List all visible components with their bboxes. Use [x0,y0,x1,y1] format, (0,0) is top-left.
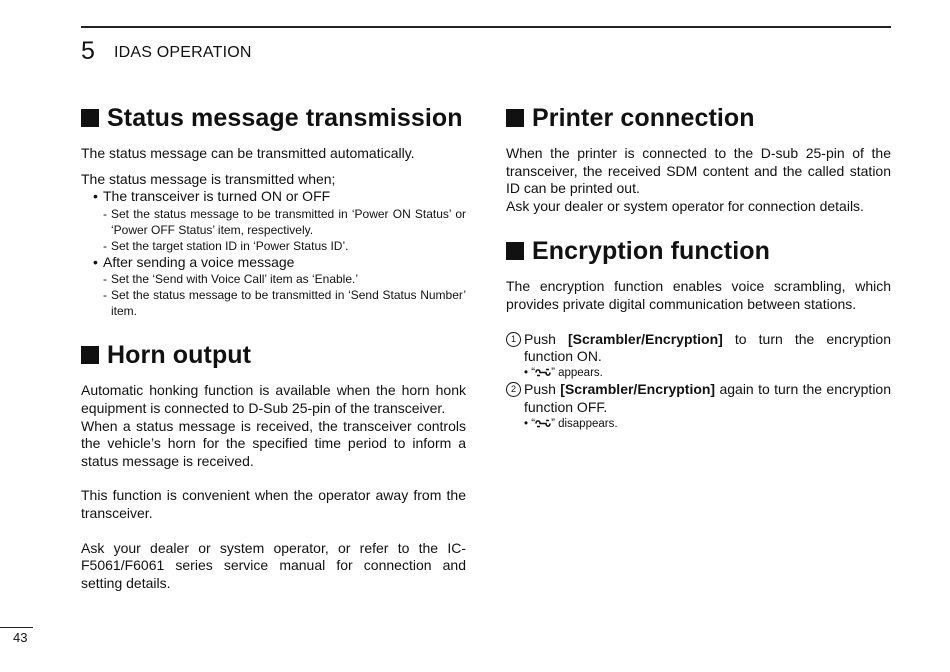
bullet-dot: • [93,188,98,205]
scrambler-icon [535,418,551,429]
status-bullet-power: • The transceiver is turned ON or OFF [93,188,331,205]
printer-paragraph: Ask your dealer or system operator for connection details. [506,197,864,214]
horn-paragraph: Ask your dealer or system operator, or refer to the IC-F5061/F6061 series service manual for connection and setting details. [81,539,466,591]
encryption-step-2: 2 Push [Scrambler/Encryption] again to turn the encryption function OFF. [506,381,891,416]
page-number: 43 [13,630,28,645]
right-column [506,103,891,432]
step-2-note: • “ ” disappears. [524,418,618,431]
encryption-heading-text: Encryption function [532,237,770,266]
bullet-dot: • [93,253,98,270]
scrambler-key-label: [Scrambler/Encryption] [568,330,723,347]
printer-paragraph: When the printer is connected to the D-sub 25-pin of the transceiver, the received SDM content and the called station ID can be printed out. [506,145,891,197]
chapter-number: 5 [81,37,95,65]
printer-section-heading [506,103,891,133]
square-bullet-icon [81,346,99,364]
horn-paragraph: Automatic honking function is available when the horn honk equipment is connected to D-Sub 25-pin of the transceiver. [81,382,466,416]
footer-rule [0,627,33,628]
header-rule [81,26,891,28]
horn-paragraph: When a status message is received, the transceiver controls the vehicle’s horn for the specified time period to inform a status message is received. [81,417,466,469]
status-subitem: - Set the status message to be transmitted in ‘Power ON Status’ or ‘Power OFF Status’ item, respectively. [103,206,466,237]
encryption-section-heading [506,236,891,266]
status-intro: The status message can be transmitted automatically. [81,145,415,161]
horn-section-heading [81,340,466,370]
status-section-heading [81,103,466,133]
step-1-note: • “ ” appears. [524,367,603,380]
status-subitem: - Set the ‘Send with Voice Call’ item as ‘Enable.’ [103,272,359,287]
encryption-step-1: 1 Push [Scrambler/Encryption] to turn the encryption function ON. [506,331,891,366]
scrambler-key-label: [Scrambler/Encryption] [560,381,716,398]
left-column [81,103,466,592]
printer-heading-text: Printer connection [532,104,755,132]
scrambler-icon [535,367,551,378]
square-bullet-icon [506,242,524,260]
encryption-paragraph: The encryption function enables voice scrambling, which provides private digital communication between stations. [506,278,891,312]
chapter-title: IDAS OPERATION [114,44,252,61]
square-bullet-icon [506,109,524,127]
step-number: 1 [506,332,521,347]
status-when: The status message is transmitted when; [81,170,336,187]
step-number: 2 [506,382,521,397]
square-bullet-icon [81,109,99,127]
horn-paragraph: This function is convenient when the operator away from the transceiver. [81,487,466,521]
status-heading-text: Status message transmission [107,104,463,132]
horn-heading-text: Horn output [107,341,252,370]
status-subitem: - Set the status message to be transmitted in ‘Send Status Number’ item. [103,288,466,319]
status-bullet-voice: • After sending a voice message [93,253,295,270]
status-subitem: - Set the target station ID in ‘Power Status ID’. [103,238,349,253]
